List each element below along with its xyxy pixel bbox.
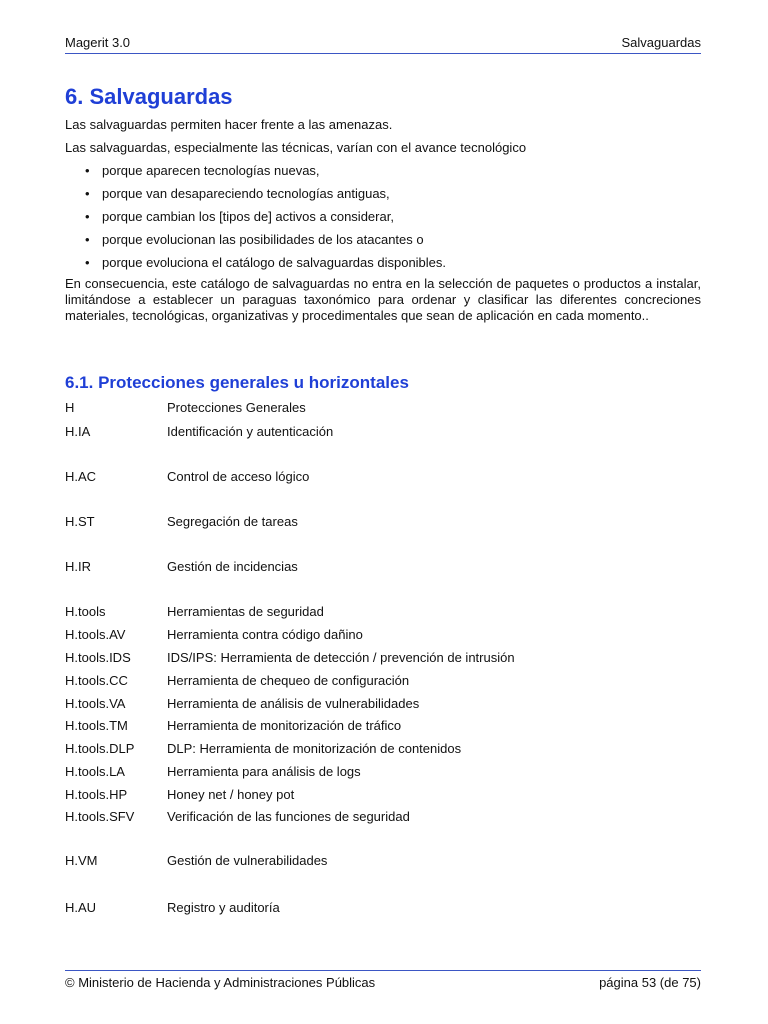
section-title: 6.1. Protecciones generales u horizontales: [65, 373, 409, 392]
list-item-text: porque aparecen tecnologías nuevas,: [102, 163, 320, 178]
list-item-text: porque cambian los [tipos de] activos a considerar,: [102, 209, 394, 224]
row-description: Gestión de vulnerabilidades: [167, 853, 328, 868]
page-header: [65, 35, 701, 53]
list-item: [65, 209, 701, 232]
intro-paragraph-2: Las salvaguardas, especialmente las técnicas, varían con el avance tecnológico: [65, 140, 527, 155]
bullet-icon: •: [85, 186, 90, 201]
row-description: Gestión de incidencias: [167, 559, 298, 574]
row-code: H.tools.TM: [65, 718, 128, 733]
list-item: [65, 232, 701, 255]
row-description: Herramienta de análisis de vulnerabilidades: [167, 696, 420, 711]
row-code: H.IR: [65, 559, 91, 574]
list-item-text: porque evoluciona el catálogo de salvaguardas disponibles.: [102, 255, 447, 270]
row-code: H.IA: [65, 424, 91, 439]
row-code: H.AC: [65, 469, 97, 484]
header-rule: [65, 53, 701, 54]
row-code: H: [65, 400, 75, 415]
row-description: Herramienta para análisis de logs: [167, 764, 361, 779]
footer-rule: [65, 970, 701, 971]
row-description: Segregación de tareas: [167, 514, 298, 529]
list-item: [65, 163, 701, 186]
row-code: H.tools.AV: [65, 627, 126, 642]
row-description: Herramienta de chequeo de configuración: [167, 673, 410, 688]
reasons-list: [65, 163, 701, 278]
chapter-title: 6. Salvaguardas: [65, 84, 233, 109]
row-description: Verificación de las funciones de seguridad: [167, 809, 410, 824]
bullet-icon: •: [85, 163, 90, 178]
list-item-text: porque evolucionan las posibilidades de los atacantes o: [102, 232, 424, 247]
row-description: Control de acceso lógico: [167, 469, 310, 484]
bullet-icon: •: [85, 232, 90, 247]
header-doc-title: Magerit 3.0: [65, 35, 131, 50]
list-item: [65, 255, 701, 278]
row-code: H.tools.LA: [65, 764, 125, 779]
row-code: H.tools.SFV: [65, 809, 135, 824]
row-description: Honey net / honey pot: [167, 787, 295, 802]
row-description: Identificación y autenticación: [167, 424, 334, 439]
intro-paragraph-3: En consecuencia, este catálogo de salvaguardas no entra en la selección de paquetes o productos a instalar, limitándose a establecer un paraguas taxonómico para ordenar y clasificar las diferentes concreciones materiales, tecnológicas, organizativas y procedimentales que sean de aplicación en cada momento..: [65, 276, 701, 323]
row-code: H.tools.HP: [65, 787, 128, 802]
intro-paragraph-1: Las salvaguardas permiten hacer frente a las amenazas.: [65, 117, 393, 132]
row-code: H.tools.VA: [65, 696, 126, 711]
list-item-text: porque van desapareciendo tecnologías antiguas,: [102, 186, 390, 201]
page-footer: [65, 975, 701, 993]
row-code: H.ST: [65, 514, 95, 529]
row-description: Herramienta contra código dañino: [167, 627, 363, 642]
row-description: Registro y auditoría: [167, 900, 280, 915]
row-code: H.AU: [65, 900, 97, 915]
row-description: Protecciones Generales: [167, 400, 306, 415]
row-code: H.tools.DLP: [65, 741, 135, 756]
page-number: página 53 (de 75): [599, 975, 701, 990]
row-code: H.tools.IDS: [65, 650, 131, 665]
row-description: Herramientas de seguridad: [167, 604, 324, 619]
footer-copyright: © Ministerio de Hacienda y Administraciones Públicas: [65, 975, 376, 990]
row-code: H.tools: [65, 604, 106, 619]
header-section-title: Salvaguardas: [621, 35, 701, 50]
bullet-icon: •: [85, 255, 90, 270]
row-description: DLP: Herramienta de monitorización de contenidos: [167, 741, 462, 756]
row-code: H.VM: [65, 853, 98, 868]
list-item: [65, 186, 701, 209]
bullet-icon: •: [85, 209, 90, 224]
row-description: Herramienta de monitorización de tráfico: [167, 718, 402, 733]
row-description: IDS/IPS: Herramienta de detección / prevención de intrusión: [167, 650, 515, 665]
row-code: H.tools.CC: [65, 673, 128, 688]
